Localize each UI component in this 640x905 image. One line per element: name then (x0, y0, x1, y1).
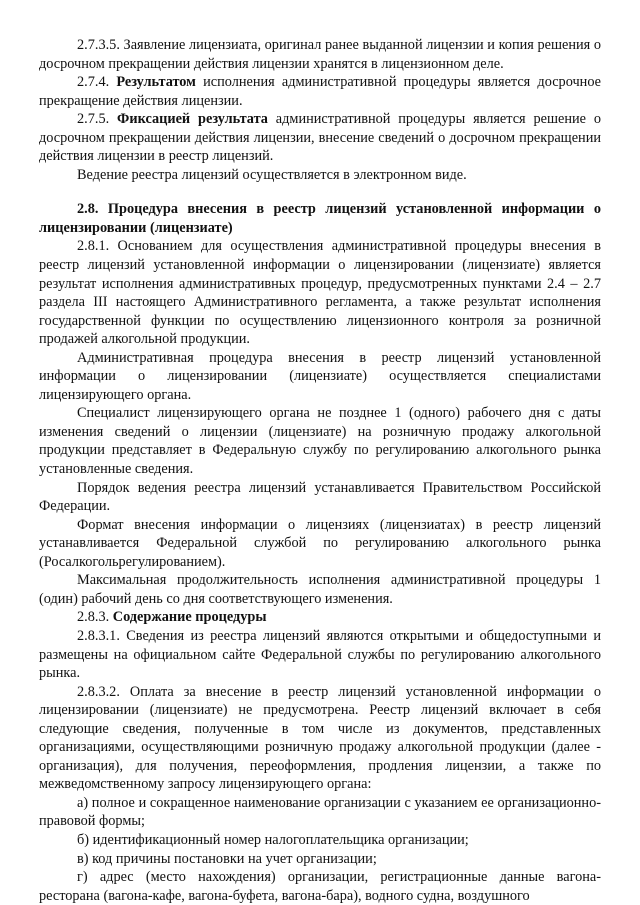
text-run: исполнения административной процедуры является досрочное прекращение действия лицензии. (39, 74, 601, 109)
text-run: 2.8.1. Основанием для осуществления административной процедуры внесения в реестр лицензий установленной информации о лицензировании (лицензиате) является результат исполнения административных процедур, предусмотренных пунктами 2.4 – 2.7 раздела III настоящего Административного регламента, а также результат исполнения государственной функции по осуществлению лицензионного контроля за розничной продажей алкогольной продукции. (39, 238, 601, 348)
text-run: Ведение реестра лицензий осуществляется в электронном виде. (77, 166, 467, 183)
paragraph (39, 831, 601, 850)
text-run: г) адрес (место нахождения) организации, регистрационные данные вагона-ресторана (вагона-кафе, вагона-буфета, вагона-бара), водного судна, воздушного (39, 869, 601, 904)
paragraph (39, 404, 601, 478)
text-run: а) полное и сокращенное наименование организации с указанием ее организационно-правовой формы; (39, 794, 601, 830)
text-run: Формат внесения информации о лицензиях (лицензиатах) в реестр лицензий устанавливается Федеральной службой по регулированию алкогольного рынка (Росалкогольрегулированием). (39, 516, 601, 570)
text-run: 2.7.3.5. Заявление лицензиата, оригинал ранее выданной лицензии и копия решения о досрочном прекращении действия лицензии хранятся в лицензионном деле. (39, 37, 601, 72)
text-run: Административная процедура внесения в реестр лицензий установленной информации о лицензировании (лицензиате) осуществляется специалистами лицензирующего органа. (39, 349, 601, 403)
paragraph (39, 516, 601, 572)
paragraph (39, 73, 601, 110)
bold-text: Фиксацией результата (117, 111, 268, 128)
document-body (39, 36, 601, 905)
text-run: административной процедуры является решение о досрочном прекращении действия лицензии, внесение сведений о досрочном прекращении действия лицензии в реестр лицензий. (39, 111, 601, 165)
paragraph (39, 237, 601, 348)
bold-text: Содержание процедуры (112, 609, 267, 626)
text-run: 2.7.5. (77, 111, 118, 128)
paragraph (39, 479, 601, 516)
paragraph (39, 868, 601, 905)
text-run: б) идентификационный номер налогоплательщика организации; (77, 831, 469, 848)
bold-text: 2.8. Процедура внесения в реестр лицензий установленной информации о лицензировании (лицензиате) (39, 201, 601, 236)
paragraph (39, 683, 601, 794)
bold-text: Результатом (116, 74, 196, 91)
paragraph (39, 36, 601, 73)
paragraph (39, 850, 601, 869)
text-run: Порядок ведения реестра лицензий устанавливается Правительством Российской Федерации. (39, 479, 601, 515)
paragraph (39, 794, 601, 831)
paragraph (39, 110, 601, 166)
paragraph (39, 200, 601, 237)
text-run: 2.8.3. (77, 609, 113, 626)
text-run: 2.7.4. (77, 74, 117, 91)
paragraph (39, 349, 601, 405)
paragraph (39, 166, 601, 185)
paragraph (39, 627, 601, 683)
text-run: в) код причины постановки на учет организации; (77, 850, 377, 867)
paragraph (39, 608, 601, 627)
text-run: Максимальная продолжительность исполнения административной процедуры 1 (один) рабочий день со дня соответствующего изменения. (39, 572, 601, 607)
text-run: 2.8.3.2. Оплата за внесение в реестр лицензий установленной информации о лицензировании (лицензиате) не предусмотрена. Реестр лицензий включает в себя следующие сведения, полученные в том числе из документов, представленных организациями, осуществляющими розничную продажу алкогольной продукции (далее - организация), для получения, переоформления, продления лицензии, а также по межведомственному запросу лицензирующего органа: (39, 683, 601, 793)
paragraph (39, 571, 601, 608)
text-run: Специалист лицензирующего органа не позднее 1 (одного) рабочего дня с даты изменения сведений о лицензии (лицензиате) на розничную продажу алкогольной продукции представляет в Федеральную службу по регулированию алкогольного рынка установленные сведения. (39, 405, 601, 478)
text-run: 2.8.3.1. Сведения из реестра лицензий являются открытыми и общедоступными и размещены на официальном сайте Федеральной службы по регулированию алкогольного рынка. (39, 627, 601, 682)
